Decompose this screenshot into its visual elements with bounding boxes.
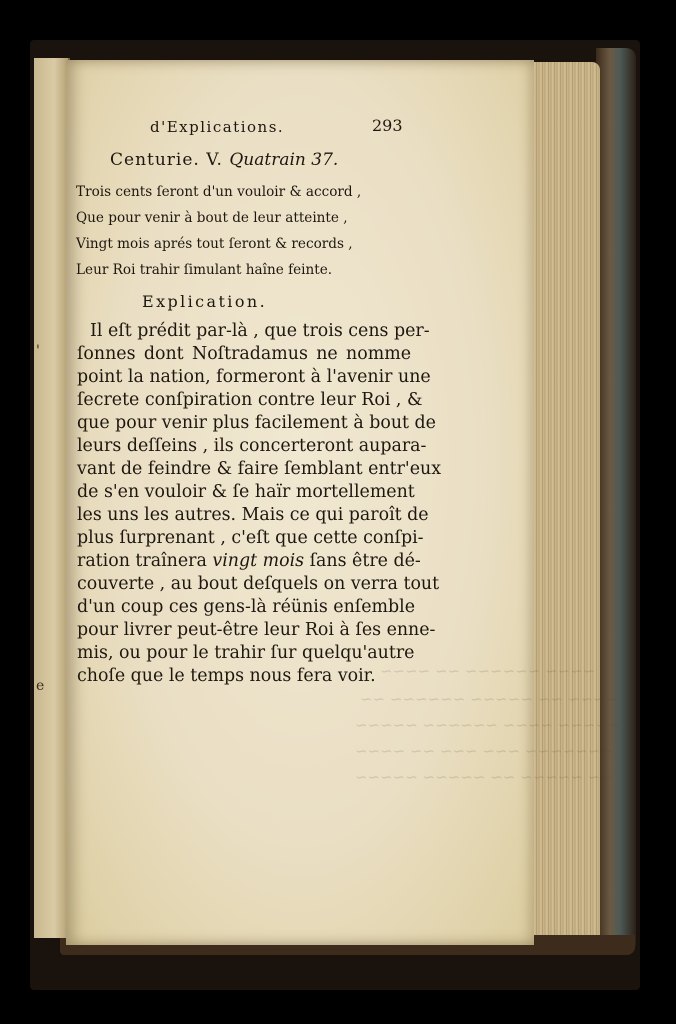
paragraph-line: de s'en vouloir & ſe haïr mortellement (77, 482, 415, 502)
paragraph-line: d'un coup ces gens-là réünis enſemble (77, 597, 415, 617)
show-through-text: ~~~~ ~~ ~~~~~ ~~~~~~ ~~ (360, 690, 618, 708)
show-through-text: ~~~~~~~ ~~~ ~~~ ~~ ~~~~ (355, 742, 613, 760)
paragraph-line: pour livrer peut-être leur Roi à ſes enne- (77, 620, 436, 640)
running-head: d'Explications. (150, 118, 285, 136)
paragraph-line: mis, ou pour le trahir ſur quelqu'autre (77, 643, 415, 663)
line-text: ſans être dé- (304, 551, 421, 571)
show-through-text: ~~ ~~~~~ ~~ ~~~~~ ~~~~~ (355, 768, 613, 786)
show-through-text: ~~~~~ ~~~~ ~~~~~~ ~~~~~ (355, 716, 621, 734)
quatrain-title (110, 150, 338, 170)
italic-phrase: vingt mois (212, 551, 305, 571)
paragraph-line: les uns les autres. Mais ce qui paroît de (77, 505, 429, 525)
show-through-text: ~~~~ ~~~~~~ ~~ ~~~~ (380, 662, 596, 680)
line-text: ration traînera (77, 551, 213, 571)
century-label: Centurie. V. (110, 150, 223, 170)
verse-line: Leur Roi trahir ſimulant haîne feinte. (76, 262, 333, 278)
explication-heading: Explication. (142, 292, 268, 311)
verse-line: Trois cents ſeront d'un vouloir & accord , (76, 184, 362, 200)
quatrain-number: Quatrain 37. (229, 150, 339, 170)
verse-line: Vingt mois aprés tout ſeront & records , (76, 236, 353, 252)
paragraph-line: que pour venir plus facilement à bout de (77, 413, 436, 433)
paragraph-line: plus ſurprenant , c'eſt que cette conſpi- (77, 528, 424, 548)
paragraph-line: choſe que le temps nous fera voir. (77, 666, 376, 686)
previous-page-edge (34, 58, 70, 938)
page-block-edge (525, 62, 600, 950)
paragraph-line: ſecrete conſpiration contre leur Roi , & (77, 390, 423, 410)
edge-mark: e (36, 678, 45, 694)
book-cover-edge (596, 48, 636, 953)
paragraph-line: Il eſt prédit par-là , que trois cens per- (90, 321, 430, 341)
edge-mark: ' (36, 343, 40, 359)
paragraph-line-emphasis (77, 551, 421, 571)
paragraph-line: vant de feindre & faire ſemblant entr'eux (77, 459, 441, 479)
paragraph-line: point la nation, formeront à l'avenir une (77, 367, 431, 387)
paragraph-line: leurs deſſeins , ils concerteront aupara- (77, 436, 427, 456)
paragraph-line: ſonnes dont Noſtradamus ne nomme (77, 344, 411, 364)
page-number: 293 (372, 116, 403, 135)
paragraph-line: couverte , au bout deſquels on verra tout (77, 574, 440, 594)
verse-line: Que pour venir à bout de leur atteinte , (76, 210, 348, 226)
